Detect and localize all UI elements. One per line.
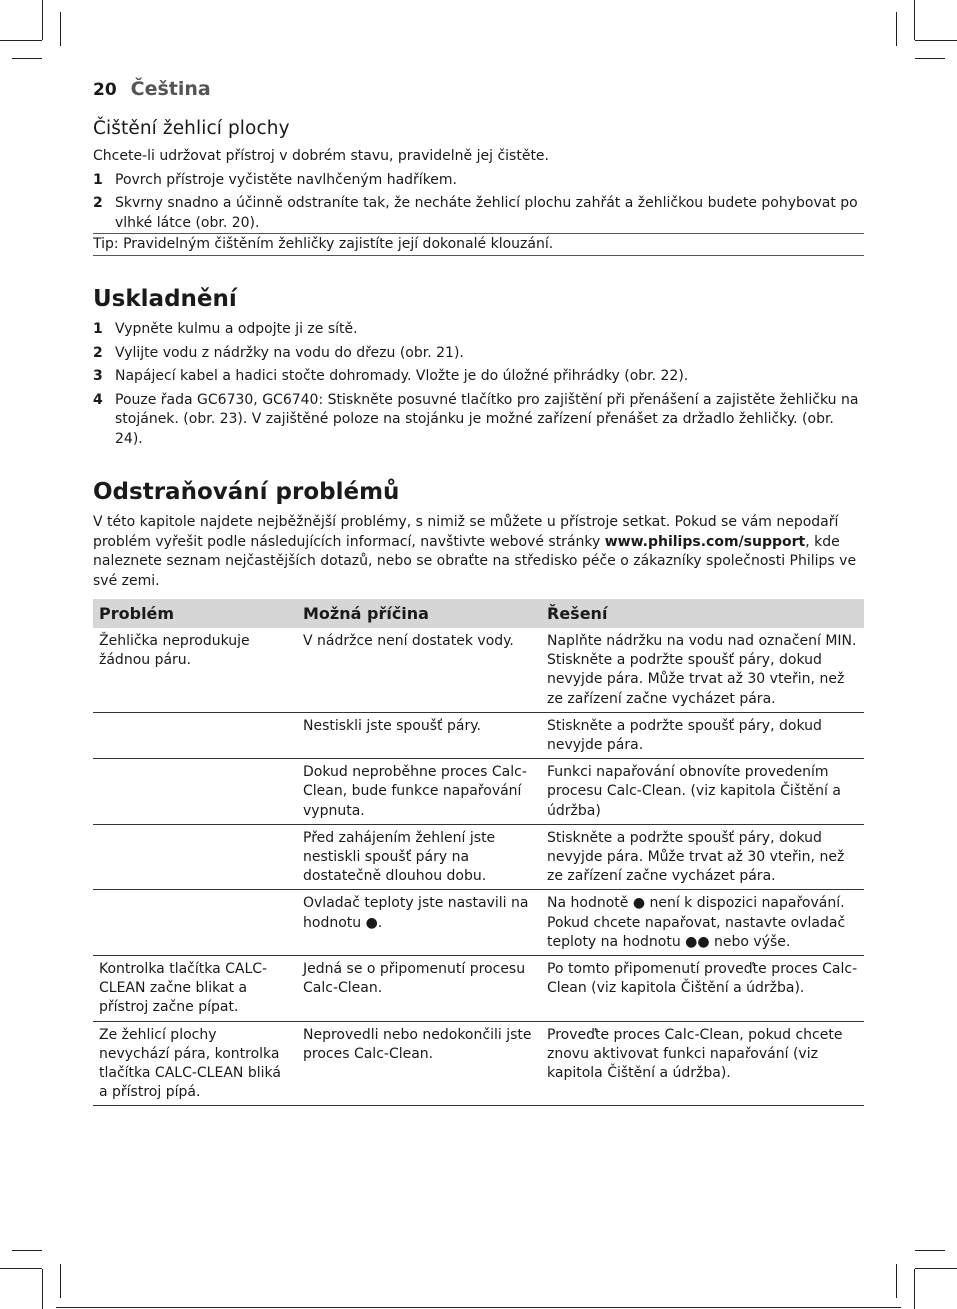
storage-steps xyxy=(93,320,864,449)
troubleshooting-table xyxy=(93,599,864,1106)
crop-mark xyxy=(60,12,61,46)
troubleshooting-heading: Odstraňování problémů xyxy=(93,479,400,505)
table-row xyxy=(93,1021,864,1106)
page-header xyxy=(93,78,864,108)
crop-mark xyxy=(42,1269,43,1309)
cause-cell: Jedná se o připomenutí procesu Calc-Clean. xyxy=(297,956,541,1022)
cause-cell: Před zahájením žehlení jste nestiskli spoušť páry na dostatečně dlouhou dobu. xyxy=(297,824,541,890)
column-header: Řešení xyxy=(541,599,864,628)
crop-mark xyxy=(914,0,915,40)
crop-mark xyxy=(12,58,42,59)
page-number: 20 xyxy=(93,80,117,100)
crop-mark xyxy=(915,1268,957,1269)
problem-cell xyxy=(93,890,297,956)
solution-cell: Naplňte nádržku na vodu nad označení MIN. Stiskněte a podržte spoušť páry, dokud nevyjde pára. Může trvat až 30 vteřin, než ze zařízení začne vycházet pára. xyxy=(541,628,864,712)
crop-mark xyxy=(896,1264,897,1298)
crop-mark xyxy=(915,58,945,59)
problem-cell: Ze žehlicí plochy nevychází pára, kontrolka tlačítka CALC-CLEAN bliká a přístroj pípá. xyxy=(93,1021,297,1106)
problem-cell xyxy=(93,712,297,758)
problem-cell: Kontrolka tlačítka CALC-CLEAN začne blikat a přístroj začne pípat. xyxy=(93,956,297,1022)
table-row xyxy=(93,628,864,712)
column-header: Problém xyxy=(93,599,297,628)
column-header: Možná příčina xyxy=(297,599,541,628)
table-row xyxy=(93,824,864,890)
tip-box: Tip: Pravidelným čištěním žehličky zajistíte její dokonalé klouzání. xyxy=(93,233,864,256)
problem-cell: Žehlička neprodukuje žádnou páru. xyxy=(93,628,297,712)
cause-cell: Nestiskli jste spoušť páry. xyxy=(297,712,541,758)
crop-mark xyxy=(12,1250,42,1251)
crop-mark xyxy=(896,12,897,46)
problem-cell xyxy=(93,759,297,825)
table-row xyxy=(93,712,864,758)
table-header-row xyxy=(93,599,864,628)
table-row xyxy=(93,890,864,956)
table-row xyxy=(93,759,864,825)
crop-mark xyxy=(60,1264,61,1298)
list-item: 1 Vypněte kulmu a odpojte ji ze sítě. xyxy=(93,321,358,337)
cleaning-heading: Čištění žehlicí plochy xyxy=(93,118,290,139)
solution-cell: Funkci napařování obnovíte provedením procesu Calc-Clean. (viz kapitola Čištění a údržba) xyxy=(541,759,864,825)
troubleshooting-intro: V této kapitole najdete nejběžnější problémy, s nimiž se můžete u přístroje setkat. Pokud se vám nepodaří problém vyřešit podle následujících informací, navštivte webové stránky www.philips.com/support, kde naleznete seznam nejčastějších dotazů, nebo se obraťte na středisko péče o zákazníky společnosti Philips ve své zemi. xyxy=(93,514,857,589)
cleaning-steps xyxy=(93,171,864,234)
solution-cell: Na hodnotě ● není k dispozici napařování. Pokud chcete napařovat, nastavte ovladač teploty na hodnotu ●● nebo výše. xyxy=(541,890,864,956)
cause-cell: Neprovedli nebo nedokončili jste proces Calc-Clean. xyxy=(297,1021,541,1106)
crop-mark xyxy=(0,40,42,41)
storage-heading: Uskladnění xyxy=(93,286,237,312)
crop-mark xyxy=(0,1268,42,1269)
support-link[interactable]: www.philips.com/support xyxy=(604,533,806,550)
crop-mark xyxy=(914,1269,915,1309)
table-row xyxy=(93,956,864,1022)
crop-mark xyxy=(42,0,43,40)
page-content xyxy=(93,78,864,1106)
solution-cell: Proveďte proces Calc-Clean, pokud chcete znovu aktivovat funkci napařování (viz kapitola Čištění a údržba). xyxy=(541,1021,864,1106)
solution-cell: Stiskněte a podržte spoušť páry, dokud nevyjde pára. xyxy=(541,712,864,758)
solution-cell: Stiskněte a podržte spoušť páry, dokud nevyjde pára. Může trvat až 30 vteřin, než ze zařízení začne vycházet pára. xyxy=(541,824,864,890)
solution-cell: Po tomto připomenutí proveďte proces Calc-Clean (viz kapitola Čištění a údržba). xyxy=(541,956,864,1022)
cleaning-intro: Chcete-li udržovat přístroj v dobrém stavu, pravidelně jej čistěte. xyxy=(93,148,549,164)
language-label: Čeština xyxy=(130,78,211,100)
cause-cell: V nádržce není dostatek vody. xyxy=(297,628,541,712)
cause-cell: Ovladač teploty jste nastavili na hodnotu ●. xyxy=(297,890,541,956)
trim-line xyxy=(56,1307,901,1308)
crop-mark xyxy=(915,1250,945,1251)
list-item: 4 Pouze řada GC6730, GC6740: Stiskněte posuvné tlačítko pro zajištění při přenášení a zajistěte žehličku na stojánek. (obr. 23). V zajištěné poloze na stojánku je možné zařízení přenášet za držadlo žehličky. (obr. 24). xyxy=(93,391,859,447)
list-item: 2 Skvrny snadno a účinně odstraníte tak, že necháte žehlicí plochu zahřát a žehličkou budete pohybovat po vlhké látce (obr. 20). xyxy=(93,195,858,231)
list-item: 2 Vylijte vodu z nádržky na vodu do dřezu (obr. 21). xyxy=(93,344,464,361)
problem-cell xyxy=(93,824,297,890)
cause-cell: Dokud neproběhne proces Calc-Clean, bude funkce napařování vypnuta. xyxy=(297,759,541,825)
list-item: 1 Povrch přístroje vyčistěte navlhčeným hadříkem. xyxy=(93,171,458,188)
crop-mark xyxy=(915,40,957,41)
list-item: 3 Napájecí kabel a hadici stočte dohromady. Vložte je do úložné přihrádky (obr. 22). xyxy=(93,368,689,384)
